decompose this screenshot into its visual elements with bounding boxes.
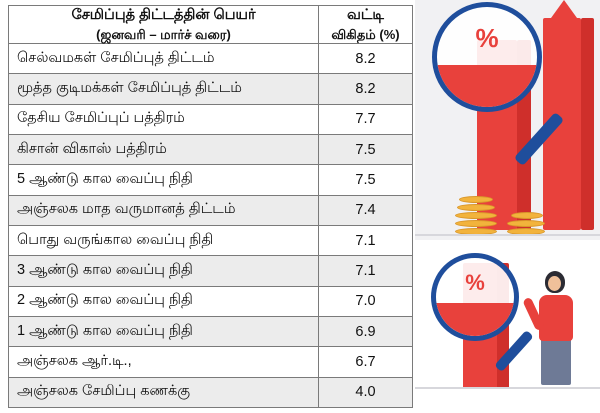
cell-scheme-name: பொது வருங்கால வைப்பு நிதி	[9, 225, 319, 255]
magnifier-top	[432, 2, 542, 112]
cell-scheme-name: மூத்த குடிமக்கள் சேமிப்புத் திட்டம்	[9, 74, 319, 104]
ground-line	[415, 387, 600, 389]
table-row	[9, 44, 413, 74]
table-body	[9, 44, 413, 408]
person-legs	[541, 337, 571, 385]
cell-scheme-name: கிசான் விகாஸ் பத்திரம்	[9, 135, 319, 165]
percent-symbol-top: %	[475, 23, 499, 53]
coin-stack-item	[457, 204, 495, 211]
table-header-row	[9, 6, 413, 44]
person-body	[539, 295, 573, 341]
magnifier-fill	[436, 303, 514, 336]
column-header-scheme-name	[9, 6, 319, 44]
table-row	[9, 377, 413, 407]
cell-interest-rate: 7.1	[319, 256, 413, 286]
red-bar-right-shadow	[581, 18, 594, 230]
cell-interest-rate: 6.9	[319, 316, 413, 346]
up-arrow-icon	[551, 0, 577, 18]
column-header-interest-rate	[319, 6, 413, 44]
table-row	[9, 74, 413, 104]
table-row	[9, 195, 413, 225]
table-row	[9, 256, 413, 286]
table-row	[9, 316, 413, 346]
column-header-scheme-name-line1: சேமிப்புத் திட்டத்தின் பெயர்	[71, 7, 256, 23]
table-header	[9, 6, 413, 44]
cell-scheme-name: தேசிய சேமிப்புப் பத்திரம்	[9, 104, 319, 134]
coin-stack-item	[511, 212, 543, 219]
cell-interest-rate: 8.2	[319, 74, 413, 104]
magnifier-fill	[437, 65, 537, 107]
ground-line	[415, 234, 600, 236]
cell-interest-rate: 7.7	[319, 104, 413, 134]
cell-scheme-name: அஞ்சலக சேமிப்பு கணக்கு	[9, 377, 319, 407]
illustration-panel	[415, 0, 600, 413]
interest-rates-table	[8, 5, 413, 408]
coin-stack-item	[455, 212, 497, 219]
cell-scheme-name: அஞ்சலக ஆர்.டி.,	[9, 347, 319, 377]
cell-scheme-name: 2 ஆண்டு கால வைப்பு நிதி	[9, 286, 319, 316]
interest-rates-table-container	[8, 5, 412, 408]
cell-interest-rate: 7.5	[319, 135, 413, 165]
cell-interest-rate: 7.5	[319, 165, 413, 195]
column-header-interest-rate-line1: வட்டி	[347, 7, 384, 23]
magnifier-bottom	[431, 253, 519, 341]
cell-scheme-name: 5 ஆண்டு கால வைப்பு நிதி	[9, 165, 319, 195]
table-row	[9, 286, 413, 316]
cell-interest-rate: 6.7	[319, 347, 413, 377]
cell-interest-rate: 7.1	[319, 225, 413, 255]
table-row	[9, 104, 413, 134]
table-row	[9, 347, 413, 377]
coin-stack-item	[455, 220, 497, 227]
cell-scheme-name: 3 ஆண்டு கால வைப்பு நிதி	[9, 256, 319, 286]
table-row	[9, 135, 413, 165]
cell-interest-rate: 7.0	[319, 286, 413, 316]
table-row	[9, 165, 413, 195]
table-row	[9, 225, 413, 255]
cell-interest-rate: 8.2	[319, 44, 413, 74]
column-header-interest-rate-line2: விகிதம் (%)	[331, 26, 400, 42]
cell-scheme-name: அஞ்சலக மாத வருமானத் திட்டம்	[9, 195, 319, 225]
cell-interest-rate: 4.0	[319, 377, 413, 407]
illustration-top	[415, 0, 600, 240]
percent-symbol-bottom: %	[465, 270, 485, 296]
coin-stack-item	[507, 220, 545, 227]
cell-interest-rate: 7.4	[319, 195, 413, 225]
person-face	[548, 276, 561, 291]
cell-scheme-name: செல்வமகள் சேமிப்புத் திட்டம்	[9, 44, 319, 74]
column-header-scheme-name-line2: (ஜனவரி – மார்ச் வரை)	[96, 26, 231, 42]
illustration-bottom	[415, 245, 600, 413]
cell-scheme-name: 1 ஆண்டு கால வைப்பு நிதி	[9, 316, 319, 346]
coin-stack-item	[459, 196, 493, 203]
